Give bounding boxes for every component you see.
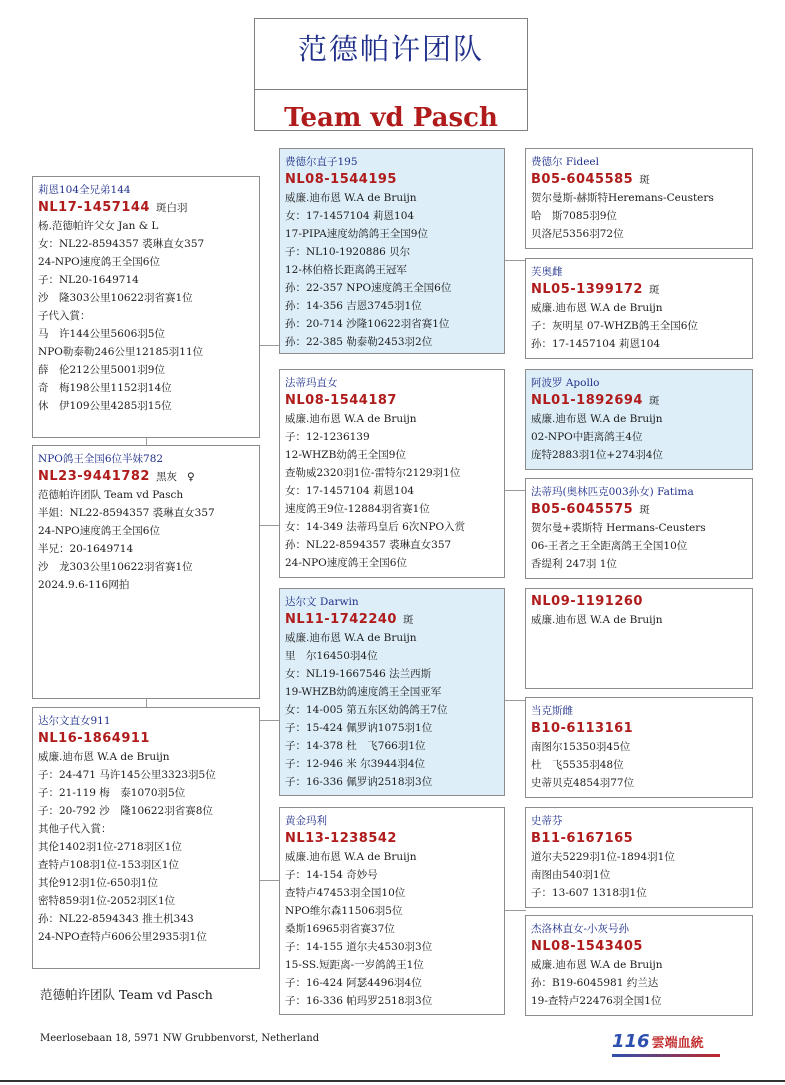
detail-line: 贝洛尼5356羽72位: [531, 228, 624, 240]
detail-line: 杨.范德帕许父女 Jan & L: [38, 220, 159, 232]
pedigree-box-gen2-2: [279, 369, 505, 578]
detail-line: NPO维尔森11506羽5位: [285, 905, 403, 917]
detail-line: 威廉.迪布恩 W.A de Bruijn: [285, 413, 417, 425]
ring-number: NL01-1892694: [531, 393, 643, 408]
detail-line: 威廉.迪布恩 W.A de Bruijn: [285, 632, 417, 644]
plumage-color: 斑白羽: [155, 202, 188, 214]
detail-line: 半兄：20-1649714: [38, 543, 134, 555]
detail-line: 孙：20-714 沙隆10622羽省赛1位: [285, 318, 450, 330]
team-header: [254, 18, 528, 131]
detail-line: 孙：B19-6045981 约兰达: [531, 977, 659, 989]
logo-text: 雲端血統: [651, 1036, 704, 1051]
box-caption: 莉恩104全兄弟144: [38, 184, 131, 196]
connector: [146, 437, 147, 445]
ring-number: NL23-9441782: [38, 469, 150, 484]
ring-number: NL08-1544187: [285, 393, 397, 408]
box-caption: 杰洛林直女-小灰号孙: [531, 923, 630, 935]
detail-line: 子：NL20-1649714: [38, 274, 139, 286]
detail-line: 孙：22-385 勒泰勒2453羽2位: [285, 336, 433, 348]
detail-line: 女：17-1457104 莉恩104: [285, 210, 415, 222]
ring-number: B11-6167165: [531, 831, 634, 846]
ring-number: B05-6045575: [531, 502, 634, 517]
detail-line: 子：NL10-1920886 贝尔: [285, 246, 411, 258]
detail-line: 半姐：NL22-8594357 裘琳直女357: [38, 507, 215, 519]
detail-line: 查特卢47453羽全国10位: [285, 887, 406, 899]
ring-number: NL08-1543405: [531, 939, 643, 954]
detail-line: 24-NPO查特卢606公里2935羽1位: [38, 931, 207, 943]
bottom-divider: [0, 1080, 785, 1082]
plumage-color: 斑: [648, 284, 660, 296]
detail-line: 威廉.迪布恩 W.A de Bruijn: [531, 614, 663, 626]
detail-line: 威廉.迪布恩 W.A de Bruijn: [531, 959, 663, 971]
detail-line: 速度鸽王9位-12884羽省赛1位: [285, 503, 430, 515]
ring-number: NL17-1457144: [38, 200, 150, 215]
pedigree-box-dam-sire: [32, 707, 260, 969]
detail-line: 19-查特卢22476羽全国1位: [531, 995, 662, 1007]
connector: [505, 700, 526, 701]
detail-line: 孙：22-357 NPO速度鸽王全国6位: [285, 282, 452, 294]
pedigree-box-gen3-1: [525, 148, 753, 249]
plumage-color: 斑: [648, 395, 660, 407]
pedigree-box-sire: [32, 176, 260, 438]
ring-number: NL11-1742240: [285, 612, 397, 627]
pedigree-box-gen3-4: [525, 478, 753, 579]
detail-line: 子：16-424 阿瑟4496羽4位: [285, 977, 422, 989]
pedigree-box-gen3-5: [525, 588, 753, 689]
detail-line: 孙：14-356 吉恩3745羽1位: [285, 300, 422, 312]
box-caption: 黄金玛利: [285, 815, 327, 827]
detail-line: 杜 飞5535羽48位: [531, 759, 624, 771]
female-symbol-icon: ♀: [186, 471, 195, 483]
pedigree-box-gen3-3: [525, 369, 753, 470]
box-caption: 达尔文直女911: [38, 715, 111, 727]
pedigree-box-gen2-1: [279, 148, 505, 354]
box-caption: 法蒂玛直女: [285, 377, 338, 389]
detail-line: 子：灰明星 07-WHZB鸽王全国6位: [531, 320, 698, 332]
box-caption: 费德尔 Fideel: [531, 156, 599, 168]
detail-line: 奇 梅198公里1152羽14位: [38, 382, 172, 394]
detail-line: 沙 龙303公里10622羽省赛1位: [38, 561, 193, 573]
detail-line: 子：20-792 沙 隆10622羽省赛8位: [38, 805, 213, 817]
detail-line: 香缇利 247羽 1位: [531, 558, 617, 570]
detail-line: 里 尔16450羽4位: [285, 650, 378, 662]
detail-line: 南图由540羽1位: [531, 869, 611, 881]
pedigree-box-gen2-4: [279, 807, 505, 1015]
detail-line: 子代入賞：: [38, 310, 91, 322]
logo-underline: [612, 1054, 720, 1057]
header-divider: [255, 89, 527, 90]
plumage-color: 斑: [639, 174, 650, 186]
detail-line: 子：21-119 梅 泰1070羽5位: [38, 787, 186, 799]
detail-line: 19-WHZB幼鸽速度鸽王全国亚军: [285, 686, 442, 698]
detail-line: 15-SS.短距离-一岁鸽鸽王1位: [285, 959, 424, 971]
detail-line: 威廉.迪布恩 W.A de Bruijn: [531, 413, 663, 425]
box-caption: 达尔文 Darwin: [285, 596, 359, 608]
detail-line: 查勒威2320羽1位-雷特尔2129羽1位: [285, 467, 461, 479]
detail-line: 史蒂贝克4854羽77位: [531, 777, 635, 789]
connector: [505, 490, 526, 491]
detail-line: 子：14-378 杜 飞766羽1位: [285, 740, 426, 752]
detail-line: 哈 斯7085羽9位: [531, 210, 617, 222]
detail-line: 子：24-471 马许145公里3323羽5位: [38, 769, 216, 781]
pedigree-logo: [612, 1031, 704, 1053]
detail-line: 06-王者之王全距离鸽王全国10位: [531, 540, 688, 552]
team-title-cn: 范德帕许团队: [297, 32, 484, 66]
pedigree-box-gen2-3: [279, 588, 505, 796]
box-caption: 史蒂芬: [531, 815, 563, 827]
detail-line: 子：16-336 佩罗讷2518羽3位: [285, 776, 433, 788]
detail-line: 子：14-154 奇妙号: [285, 869, 378, 881]
connector: [259, 880, 280, 881]
detail-line: 孙：NL22-8594343 推土机343: [38, 913, 194, 925]
pedigree-box-gen3-2: [525, 258, 753, 359]
detail-line: 桑斯16965羽省赛37位: [285, 923, 395, 935]
detail-line: 12-林伯格长距离鸽王冠军: [285, 264, 407, 276]
detail-line: 威廉.迪布恩 W.A de Bruijn: [531, 302, 663, 314]
detail-line: 其伦1402羽1位-2718羽区1位: [38, 841, 182, 853]
detail-line: 2024.9.6-116网拍: [38, 579, 130, 591]
pedigree-box-dam: [32, 445, 260, 699]
detail-line: 道尔夫5229羽1位-1894羽1位: [531, 851, 675, 863]
detail-line: 24-NPO速度鸽王全国6位: [285, 557, 407, 569]
box-caption: 费德尔直子195: [285, 156, 358, 168]
ring-number: NL09-1191260: [531, 594, 643, 609]
detail-line: 子：15-424 佩罗讷1075羽1位: [285, 722, 433, 734]
detail-line: 女：17-1457104 莉恩104: [285, 485, 415, 497]
detail-line: 子：13-607 1318羽1位: [531, 887, 647, 899]
detail-line: 南图尔15350羽45位: [531, 741, 631, 753]
detail-line: NPO勒泰勒246公里12185羽11位: [38, 346, 204, 358]
box-caption: 芙奥雌: [531, 266, 563, 278]
detail-line: 孙：17-1457104 莉恩104: [531, 338, 661, 350]
connector: [259, 525, 280, 526]
ring-number: B10-6113161: [531, 721, 634, 736]
ring-number: NL13-1238542: [285, 831, 397, 846]
ring-number: B05-6045585: [531, 172, 634, 187]
detail-line: 17-PIPA速度幼鸽鸽王全国9位: [285, 228, 428, 240]
plumage-color: 斑: [639, 504, 650, 516]
detail-line: 其伦912羽1位-650羽1位: [38, 877, 158, 889]
logo-number: 116: [612, 1031, 650, 1052]
ring-number: NL08-1544195: [285, 172, 397, 187]
detail-line: 女：14-005 第五东区幼鸽鸽王7位: [285, 704, 448, 716]
detail-line: 沙 隆303公里10622羽省赛1位: [38, 292, 193, 304]
team-signature: 范德帕许团队 Team vd Pasch: [40, 987, 213, 1002]
detail-line: 威廉.迪布恩 W.A de Bruijn: [38, 751, 170, 763]
pedigree-box-gen3-7: [525, 807, 753, 908]
detail-line: 查特卢108羽1位-153羽区1位: [38, 859, 179, 871]
detail-line: 24-NPO速度鸽王全国6位: [38, 525, 160, 537]
connector: [505, 260, 526, 261]
detail-line: 其他子代入賞：: [38, 823, 112, 835]
detail-line: 休 伊109公里4285羽15位: [38, 400, 172, 412]
box-caption: 当克斯雌: [531, 705, 573, 717]
box-caption: 法蒂玛(奥林匹克003孙女) Fatima: [531, 486, 694, 498]
detail-line: 女：NL19-1667546 法兰西斯: [285, 668, 432, 680]
plumage-color: 斑: [402, 614, 414, 626]
detail-line: 范德帕许团队 Team vd Pasch: [38, 489, 184, 501]
detail-line: 女：14-349 法蒂玛皇后 6次NPO入赏: [285, 521, 466, 533]
detail-line: 贺尔曼+裘斯特 Hermans-Ceusters: [531, 522, 706, 534]
detail-line: 02-NPO中距离鸽王4位: [531, 431, 643, 443]
pedigree-box-gen3-6: [525, 697, 753, 798]
detail-line: 子：12-946 米 尔3944羽4位: [285, 758, 426, 770]
ring-number: NL05-1399172: [531, 282, 643, 297]
box-caption: 阿波罗 Apollo: [531, 377, 600, 389]
team-title-en: Team vd Pasch: [284, 103, 498, 133]
detail-line: 贺尔曼斯-赫斯特Heremans-Ceusters: [531, 192, 714, 204]
detail-line: 威廉.迪布恩 W.A de Bruijn: [285, 851, 417, 863]
detail-line: 马 许144公里5606羽5位: [38, 328, 165, 340]
connector: [259, 720, 280, 721]
detail-line: 子：12-1236139: [285, 431, 370, 443]
breeder-address: Meerlosebaan 18, 5971 NW Grubbenvorst, Netherland: [40, 1033, 320, 1044]
pedigree-box-gen3-8: [525, 915, 753, 1016]
box-caption: NPO鸽王全国6位半妹782: [38, 453, 164, 465]
detail-line: 薛 伦212公里5001羽9位: [38, 364, 165, 376]
detail-line: 子：16-336 帕玛罗2518羽3位: [285, 995, 433, 1007]
detail-line: 24-NPO速度鸽王全国6位: [38, 256, 160, 268]
connector: [505, 910, 526, 911]
connector: [259, 345, 280, 346]
plumage-color: 黑灰: [155, 471, 177, 483]
detail-line: 12-WHZB幼鸽王全国9位: [285, 449, 406, 461]
connector: [146, 698, 147, 707]
detail-line: 孙：NL22-8594357 裘琳直女357: [285, 539, 452, 551]
ring-number: NL16-1864911: [38, 731, 150, 746]
detail-line: 子：14-155 道尔夫4530羽3位: [285, 941, 433, 953]
detail-line: 女：NL22-8594357 裘琳直女357: [38, 238, 205, 250]
detail-line: 庞特2883羽1位+274羽4位: [531, 449, 663, 461]
detail-line: 威廉.迪布恩 W.A de Bruijn: [285, 192, 417, 204]
detail-line: 密特859羽1位-2052羽区1位: [38, 895, 176, 907]
